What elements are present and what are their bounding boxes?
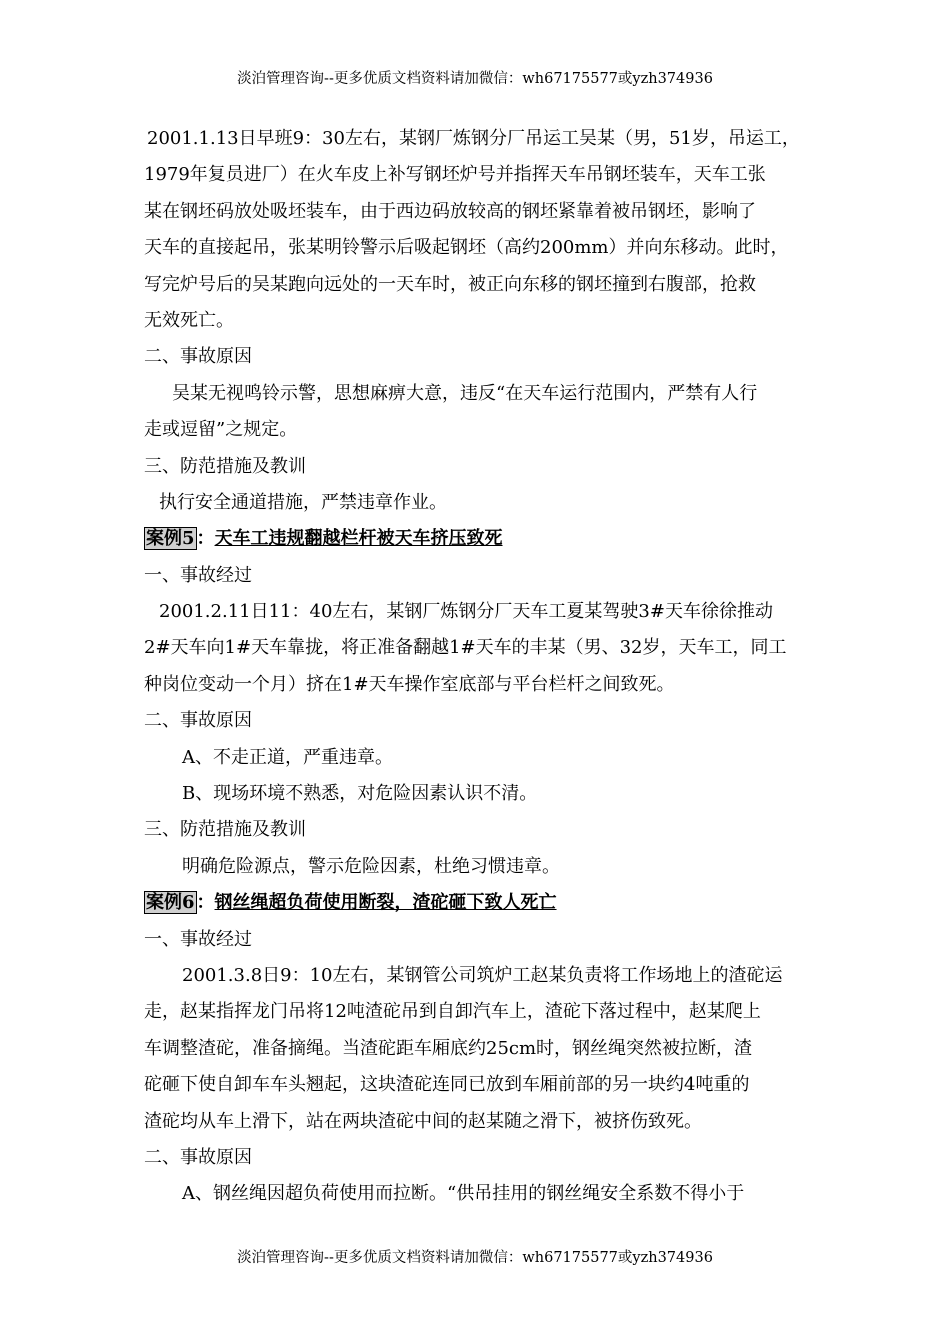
case6-separator: ： [196,892,215,914]
case6-cause-item-a: A、钢丝绳因超负荷使用而拉断。“供吊挂用的钢丝绳安全系数不得小于 [182,1183,745,1205]
case5-tag: 案例5 [146,528,195,550]
case5-title [144,521,816,557]
case6-narrative-line-4: 砣砸下使自卸车车头翘起，这块渣砣连同已放到车厢前部的另一块约4吨重的 [144,1074,750,1096]
page-header: 淡泊管理咨询--更多优质文档资料请加微信：wh67175577或yzh374936 [237,71,713,87]
case6-process-heading: 一、事故经过 [144,928,252,950]
case5-narrative-line-1: 2001.2.11日11：40左右，某钢厂炼钢分厂天车工夏某驾驶3#天车徐徐推动 [159,601,773,623]
case5-process-heading: 一、事故经过 [144,564,252,586]
case6-narrative-line-5: 渣砣均从车上滑下，站在两块渣砣中间的赵某随之滑下，被挤伤致死。 [144,1110,702,1132]
case6-cause-heading: 二、事故原因 [144,1146,252,1168]
page-footer: 淡泊管理咨询--更多优质文档资料请加微信：wh67175577或yzh374936 [237,1250,713,1266]
case6-narrative-line-1: 2001.3.8日9：10左右，某钢管公司筑炉工赵某负责将工作场地上的渣砣运 [182,964,783,986]
case6-title-text: 钢丝绳超负荷使用断裂，渣砣砸下致人死亡 [214,892,557,914]
case5-title-text: 天车工违规翻越栏杆被天车挤压致死 [214,528,503,550]
case4-measures-line-1: 执行安全通道措施，严禁违章作业。 [159,491,447,513]
case4-cause-heading: 二、事故原因 [144,346,252,368]
case6-narrative-line-2: 走，赵某指挥龙门吊将12吨渣砣吊到自卸汽车上，渣砣下落过程中，赵某爬上 [144,1001,761,1023]
case5-cause-item-b: B、现场环境不熟悉，对危险因素认识不清。 [182,783,538,805]
case6-title [144,885,816,921]
case5-narrative-line-3: 种岗位变动一个月）挤在1#天车操作室底部与平台栏杆之间致死。 [144,673,675,695]
case4-narrative-line-2: 1979年复员进厂）在火车皮上补写钢坯炉号并指挥天车吊钢坯装车，天车工张 [144,164,766,186]
case6-narrative-line-3: 车调整渣砣，准备摘绳。当渣砣距车厢底约25cm时，钢丝绳突然被拉断，渣 [144,1037,753,1059]
case6-tag: 案例6 [146,892,195,914]
case5-separator: ： [196,528,215,550]
case4-narrative-line-5: 写完炉号后的吴某跑向远处的一天车时，被正向东移的钢坯撞到右腹部，抢救 [144,273,756,295]
case4-narrative-line-4: 天车的直接起吊，张某明铃警示后吸起钢坯（高约200mm）并向东移动。此时， [144,237,789,259]
case5-measures-heading: 三、防范措施及教训 [144,819,306,841]
case4-cause-line-2: 走或逗留”之规定。 [144,419,298,441]
document-body [144,121,816,1213]
case5-narrative-line-2: 2#天车向1#天车靠拢，将正准备翻越1#天车的丰某（男、32岁，天车工，同工 [144,637,787,659]
case4-narrative-line-1: 2001.1.13日早班9：30左右，某钢厂炼钢分厂吊运工吴某（男，51岁，吊运工， [147,128,800,149]
case5-cause-heading: 二、事故原因 [144,710,252,732]
case4-measures-heading: 三、防范措施及教训 [144,455,306,477]
case4-narrative-line-3: 某在钢坯码放处吸坯装车，由于西边码放较高的钢坯紧靠着被吊钢坯，影响了 [144,200,756,222]
case5-measures-line-1: 明确危险源点，警示危险因素，杜绝习惯违章。 [182,855,560,877]
case4-narrative-line-6: 无效死亡。 [144,309,234,331]
case4-cause-line-1: 吴某无视鸣铃示警，思想麻痹大意，违反“在天车运行范围内，严禁有人行 [172,382,758,404]
case5-cause-item-a: A、不走正道，严重违章。 [182,746,393,768]
